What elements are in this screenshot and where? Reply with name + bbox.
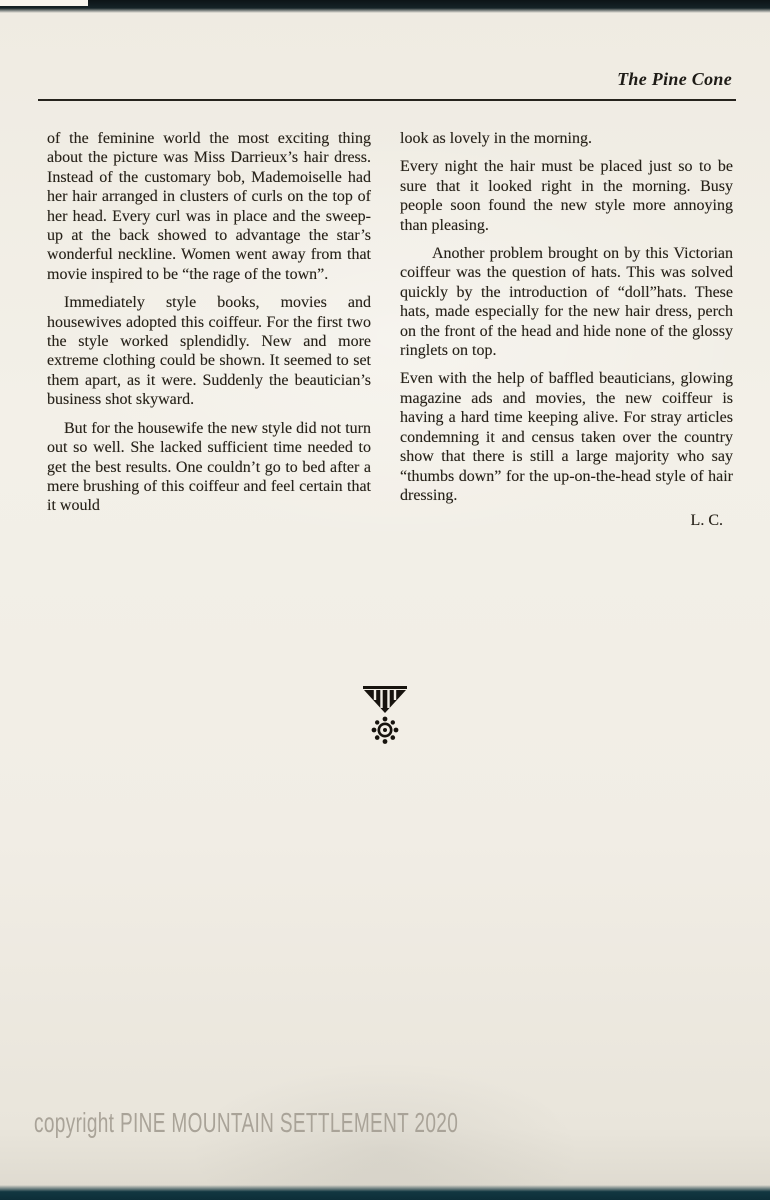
article-paragraph: Immediately style books, movies and housewives adopted this coiffeur. For the first two the style worked splendidly. New and more extreme clothing could be shown. It seemed to set them apart, as it were. Suddenly the beautician’s business shot skyward. xyxy=(47,294,371,409)
article-body xyxy=(47,129,733,540)
page-title: The Pine Cone xyxy=(617,69,732,89)
header-divider xyxy=(38,99,736,101)
column-left xyxy=(47,129,371,540)
author-initials: L. C. xyxy=(690,512,723,530)
article-paragraph: of the feminine world the most exciting thing about the picture was Miss Darrieux’s hair dress. Instead of the customary bob, Mademoiselle had her hair arranged in clusters of curls on the top of her head. Every curl was in place and the sweep-up at the back showed to advantage the star’s wonderful neckline. Women went away from that movie inspired to be “the rage of the town”. xyxy=(47,130,371,283)
article-paragraph: Every night the hair must be placed just so to be sure that it looked right in the morning. Busy people soon found the new style more annoying than pleasing. xyxy=(400,158,733,234)
scan-edge-bottom xyxy=(0,1185,770,1200)
copyright-watermark: copyright PINE MOUNTAIN SETTLEMENT 2020 xyxy=(34,1107,459,1138)
printers-ornament-icon xyxy=(361,686,409,750)
article-paragraph: Another problem brought on by this Victorian coiffeur was the question of hats. This was solved quickly by the introduction of “doll”hats. These hats, made especially for the new hair dress, perch on the front of the head and hide none of the glossy ringlets on top. xyxy=(400,245,733,360)
article-paragraph: look as lovely in the morning. xyxy=(400,130,592,147)
scan-edge-top xyxy=(0,0,770,13)
scan-edge-top-corner xyxy=(0,0,88,6)
column-right xyxy=(400,129,733,540)
article-paragraph: Even with the help of baffled beauticians, glowing magazine ads and movies, the new coiffeur is having a hard time keeping alive. For stray articles condemning it and census taken over the country show that there is still a large majority who say “thumbs down” for the up-on-the-head style of hair dressing. xyxy=(400,370,733,504)
article-paragraph: But for the housewife the new style did not turn out so well. She lacked sufficient time needed to get the best results. One couldn’t go to bed after a mere brushing of this coiffeur and feel certain that it would xyxy=(47,419,371,515)
